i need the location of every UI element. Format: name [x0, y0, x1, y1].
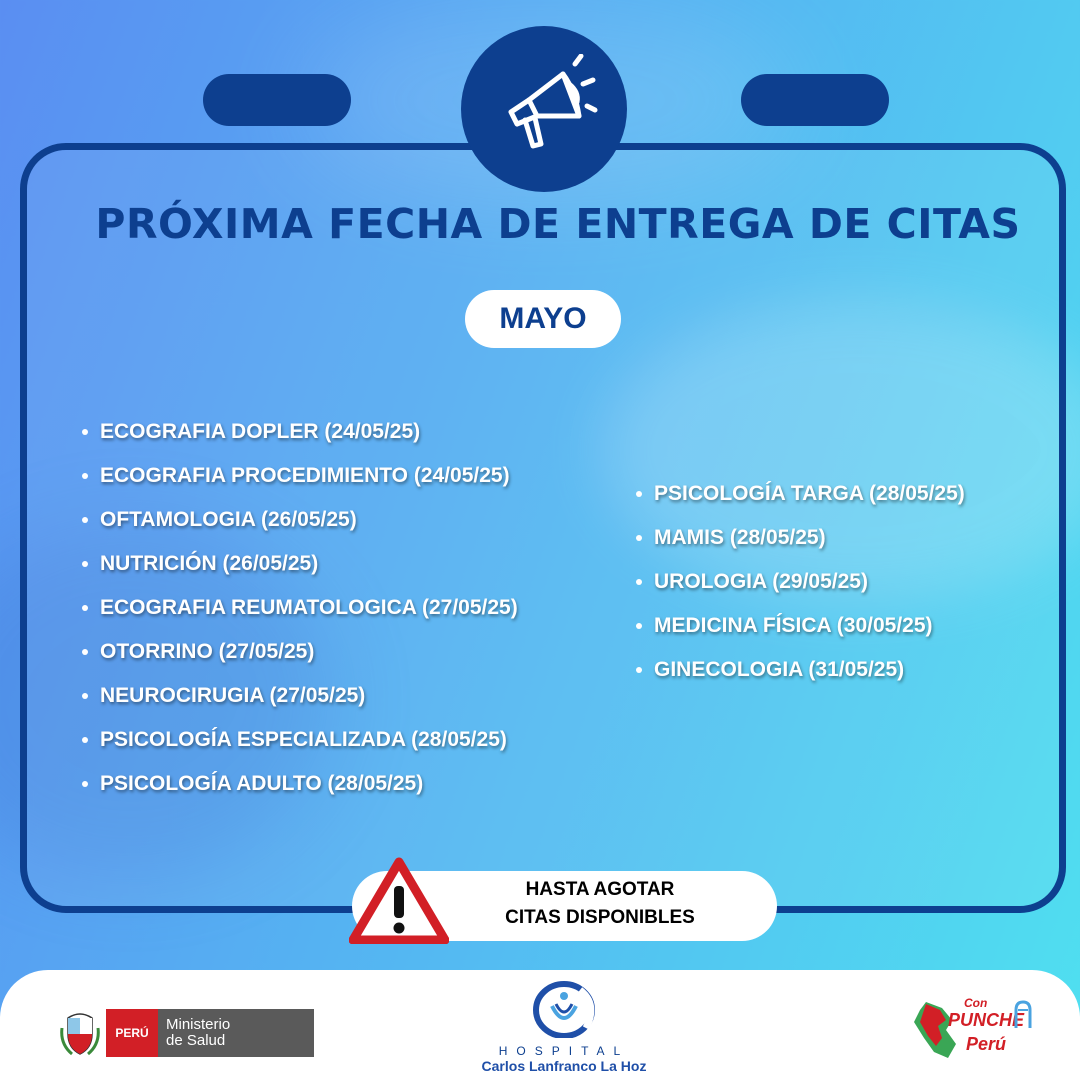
- frame-tab-right: [741, 74, 889, 126]
- list-item: OTORRINO (27/05/25): [80, 632, 518, 676]
- list-item: ECOGRAFIA PROCEDIMIENTO (24/05/25): [80, 456, 518, 500]
- warning-text: [440, 876, 760, 932]
- fist-icon: [1012, 998, 1034, 1032]
- month-badge: MAYO: [465, 290, 621, 348]
- list-item: MAMIS (28/05/25): [634, 518, 965, 562]
- megaphone-icon: [489, 54, 599, 164]
- peru-coat-of-arms-icon: [60, 1008, 100, 1058]
- schedule-list-right: [634, 474, 965, 694]
- warning-line-1: HASTA AGOTAR: [525, 879, 675, 900]
- hospital-logo: [474, 980, 654, 1074]
- ministry-line-2: de Salud: [166, 1032, 226, 1049]
- punche-con: Con: [964, 996, 988, 1010]
- list-item: GINECOLOGIA (31/05/25): [634, 650, 965, 694]
- punche-word: PUNCHE: [948, 1010, 1025, 1030]
- warning-line-2: CITAS DISPONIBLES: [505, 907, 695, 928]
- list-item: OFTAMOLOGIA (26/05/25): [80, 500, 518, 544]
- hospital-emblem-icon: [524, 980, 604, 1038]
- list-item: NUTRICIÓN (26/05/25): [80, 544, 518, 588]
- schedule-list-left: [80, 412, 518, 808]
- punche-peru: Perú: [966, 1034, 1007, 1054]
- con-punche-peru-logo: [912, 994, 1036, 1066]
- list-item: UROLOGIA (29/05/25): [634, 562, 965, 606]
- list-item: PSICOLOGÍA ESPECIALIZADA (28/05/25): [80, 720, 518, 764]
- megaphone-badge: [461, 26, 627, 192]
- hospital-name: Carlos Lanfranco La Hoz: [481, 1058, 647, 1074]
- page-title: PRÓXIMA FECHA DE ENTREGA DE CITAS: [95, 200, 1021, 248]
- warning-icon: [349, 856, 449, 944]
- hospital-word: HOSPITAL: [498, 1044, 630, 1058]
- list-item: ECOGRAFIA REUMATOLOGICA (27/05/25): [80, 588, 518, 632]
- peru-label: PERÚ: [106, 1009, 158, 1057]
- list-item: PSICOLOGÍA TARGA (28/05/25): [634, 474, 965, 518]
- ministerio-salud-logo: [60, 1008, 314, 1058]
- ministry-line-1: Ministerio: [166, 1016, 231, 1033]
- list-item: PSICOLOGÍA ADULTO (28/05/25): [80, 764, 518, 808]
- list-item: NEUROCIRUGIA (27/05/25): [80, 676, 518, 720]
- list-item: MEDICINA FÍSICA (30/05/25): [634, 606, 965, 650]
- ministry-label: [158, 1009, 314, 1057]
- frame-tab-left: [203, 74, 351, 126]
- list-item: ECOGRAFIA DOPLER (24/05/25): [80, 412, 518, 456]
